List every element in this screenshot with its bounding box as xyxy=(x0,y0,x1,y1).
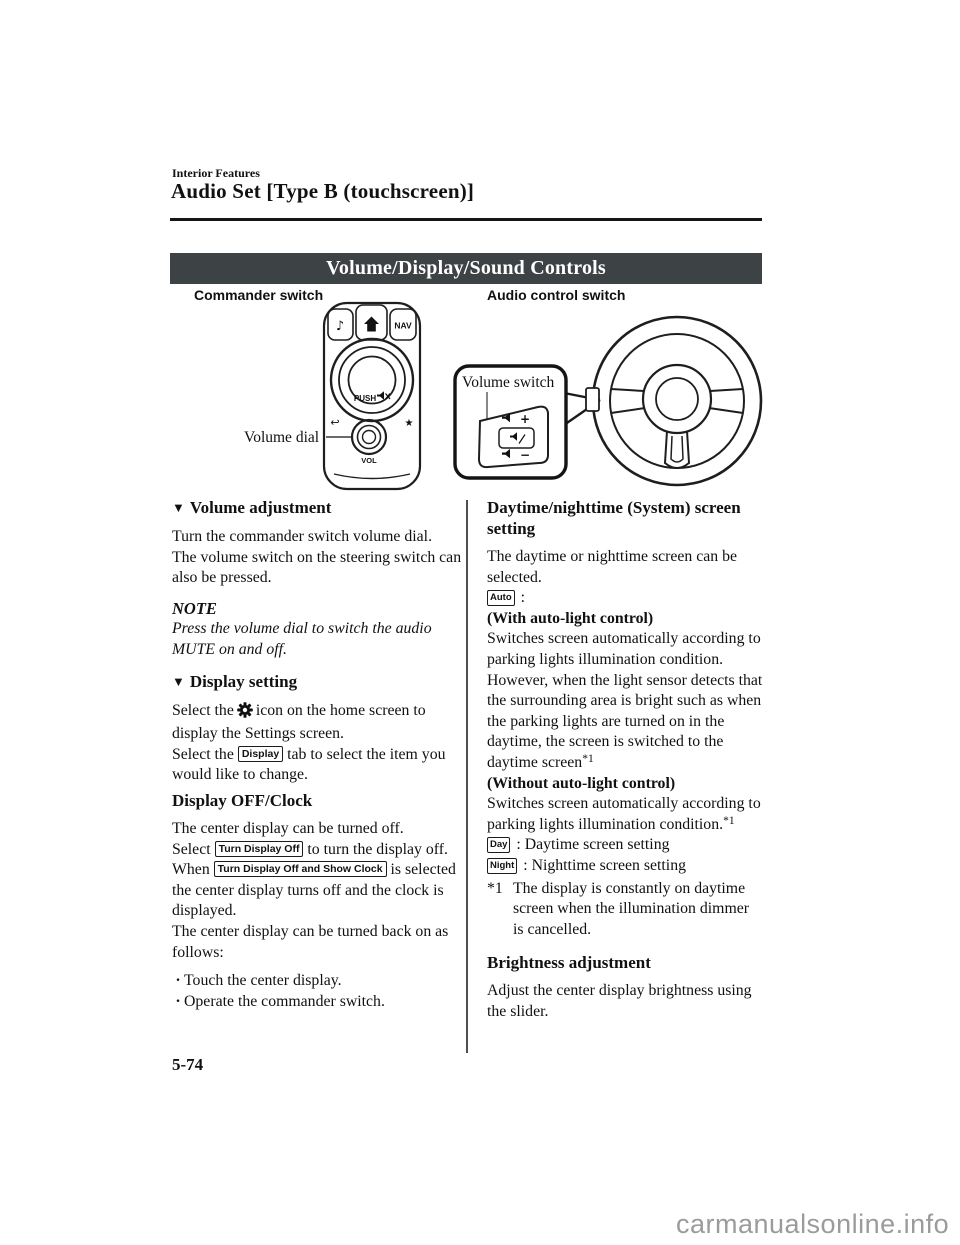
watermark: carmanualsonline.info xyxy=(676,1209,950,1239)
column-divider xyxy=(466,500,468,1053)
left-column xyxy=(172,497,465,1012)
auto-setting-line: Auto : xyxy=(487,588,763,609)
list-item: · Operate the commander switch. xyxy=(172,992,465,1013)
display-tab-button: Display xyxy=(238,746,283,762)
push-label: PUSH xyxy=(353,394,377,403)
list-item: · Touch the center display. xyxy=(172,971,465,992)
bullet-icon: · xyxy=(175,972,181,990)
with-auto-light-body: Switches screen automatically according to parking lights illumination condition. However, when the light sensor detects that the surrounding area is bright such as when the parking lights are turned on in the daytime, the screen is switched to the daytime screen$^{*1}$ xyxy=(487,630,763,771)
mute-button-icon xyxy=(499,428,534,448)
turn-display-off-show-clock-button: Turn Display Off and Show Clock xyxy=(214,861,387,877)
section-title: Volume/Display/Sound Controls xyxy=(326,257,606,279)
svg-text:−: − xyxy=(520,448,531,462)
day-button: Day xyxy=(487,837,510,853)
right-column xyxy=(487,497,763,1022)
display-off-clock-heading: Display OFF/Clock xyxy=(172,790,313,810)
display-setting-heading: ▼ Display setting xyxy=(172,671,298,691)
display-setting-body: Select the icon on the home screen to display the Settings screen. Select the Display tab to select the item you would like to change. xyxy=(172,701,446,784)
bullet-icon: · xyxy=(175,992,181,1010)
settings-gear-icon xyxy=(237,702,253,725)
volume-adjustment-heading: ▼ Volume adjustment xyxy=(172,498,332,517)
display-off-clock-body: The center display can be turned off. Select Turn Display Off to turn the display off. When Turn Display Off and Show Clock is selected the center display turns off and the clock is displayed. The center display can be turned back on as follows: xyxy=(172,819,456,961)
brightness-adjustment-body: Adjust the center display brightness using the slider. xyxy=(487,982,752,1020)
footnote-ref: *1 xyxy=(723,814,735,827)
brightness-adjustment-heading: Brightness adjustment xyxy=(487,953,651,973)
heading-marker-icon: ▼ xyxy=(172,500,185,515)
breadcrumb: Interior Features xyxy=(172,166,260,180)
note-block: NOTE Press the volume dial to switch the audio MUTE on and off. xyxy=(172,598,432,658)
page-title: Audio Set [Type B (touchscreen)] xyxy=(171,179,475,203)
with-auto-light-heading: (With auto-light control) xyxy=(487,609,654,627)
wheel-volume-switch xyxy=(586,388,599,411)
auto-button: Auto xyxy=(487,590,515,606)
footnote-1: *1 The display is constantly on daytime screen when the illumination dimmer is cancelled. xyxy=(487,879,750,938)
turn-display-off-button: Turn Display Off xyxy=(215,841,304,857)
music-note-icon: ♪ xyxy=(335,319,345,334)
volume-switch-label: Volume switch xyxy=(462,374,555,391)
heading-marker-icon: ▼ xyxy=(172,673,185,689)
header-rule xyxy=(170,218,762,221)
favorites-star-icon: ★ xyxy=(404,418,414,429)
volume-dial-label: Volume dial xyxy=(244,429,320,446)
night-setting-line: Night : Nighttime screen setting xyxy=(487,856,763,877)
audio-control-switch-label: Audio control switch xyxy=(487,287,626,303)
svg-text:+: + xyxy=(520,412,531,426)
display-on-methods-list xyxy=(172,971,465,1012)
day-night-heading: Daytime/nighttime (System) screen setting xyxy=(487,498,741,538)
commander-switch-illustration xyxy=(238,300,462,494)
without-auto-light-heading: (Without auto-light control) xyxy=(487,774,676,792)
return-icon: ↩ xyxy=(330,416,340,429)
vol-label: VOL xyxy=(361,456,377,465)
footnote-ref: *1 xyxy=(582,752,594,765)
page-number: 5-74 xyxy=(172,1055,204,1074)
day-night-intro: The daytime or nighttime screen can be selected. xyxy=(487,548,738,586)
day-setting-line: Day : Daytime screen setting xyxy=(487,835,763,856)
night-button: Night xyxy=(487,858,517,874)
steering-wheel-illustration xyxy=(450,303,770,495)
commander-switch-label: Commander switch xyxy=(194,287,324,303)
nav-button-label: NAV xyxy=(394,320,412,331)
without-auto-light-body: Switches screen automatically according to parking lights illumination condition.$^{*1}$ xyxy=(487,795,761,833)
section-title-bar xyxy=(170,253,762,284)
volume-adjustment-body: Turn the commander switch volume dial. The volume switch on the steering switch can also be pressed. xyxy=(172,528,462,587)
